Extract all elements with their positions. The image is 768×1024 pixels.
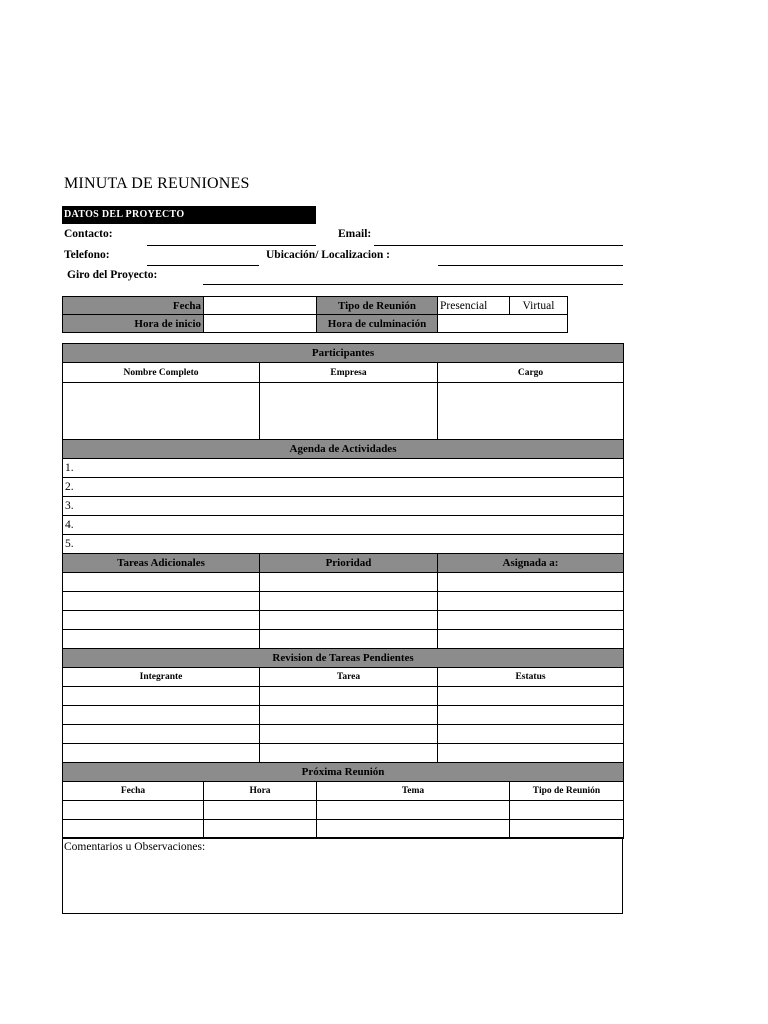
task-cell[interactable] — [63, 611, 260, 630]
task-cell[interactable] — [63, 630, 260, 649]
review-cell[interactable] — [63, 687, 260, 706]
task-cell[interactable] — [438, 611, 624, 630]
contacto-label: Contacto: — [64, 228, 113, 240]
hora-inicio-cell[interactable] — [204, 315, 317, 333]
participants-header: Participantes — [63, 344, 624, 363]
telefono-label: Telefono: — [64, 249, 110, 261]
agenda-item[interactable]: 3. — [63, 497, 624, 516]
next-cell[interactable] — [204, 801, 317, 820]
main-table — [62, 343, 624, 649]
task-cell[interactable] — [260, 630, 438, 649]
task-cell[interactable] — [260, 611, 438, 630]
review-table — [62, 648, 624, 763]
tasks-col-asignada: Asignada a: — [438, 554, 624, 573]
participants-col-nombre: Nombre Completo — [63, 363, 260, 383]
review-cell[interactable] — [63, 744, 260, 763]
participants-col-cargo: Cargo — [438, 363, 624, 383]
next-cell[interactable] — [317, 820, 510, 839]
project-section-header: DATOS DEL PROYECTO — [62, 206, 316, 224]
agenda-item[interactable]: 4. — [63, 516, 624, 535]
virtual-option[interactable]: Virtual — [510, 297, 568, 315]
review-cell[interactable] — [260, 725, 438, 744]
review-cell[interactable] — [438, 725, 624, 744]
tasks-col-tareas: Tareas Adicionales — [63, 554, 260, 573]
hora-culminacion-cell[interactable] — [438, 315, 568, 333]
participant-nombre-cell[interactable] — [63, 383, 260, 440]
presencial-option[interactable]: Presencial — [438, 297, 510, 315]
agenda-item[interactable]: 1. — [63, 459, 624, 478]
page-title: MINUTA DE REUNIONES — [64, 175, 250, 192]
next-col-hora: Hora — [204, 782, 317, 801]
next-cell[interactable] — [63, 801, 204, 820]
fecha-label: Fecha — [63, 297, 204, 315]
task-cell[interactable] — [438, 592, 624, 611]
next-meeting-table — [62, 762, 624, 839]
review-header: Revision de Tareas Pendientes — [63, 649, 624, 668]
next-cell[interactable] — [510, 801, 624, 820]
review-cell[interactable] — [63, 706, 260, 725]
giro-label: Giro del Proyecto: — [67, 269, 158, 281]
agenda-item[interactable]: 2. — [63, 478, 624, 497]
tasks-col-prioridad: Prioridad — [260, 554, 438, 573]
next-cell[interactable] — [510, 820, 624, 839]
next-col-tipo: Tipo de Reunión — [510, 782, 624, 801]
review-col-estatus: Estatus — [438, 668, 624, 687]
review-cell[interactable] — [260, 744, 438, 763]
email-field[interactable] — [374, 245, 623, 246]
review-cell[interactable] — [438, 687, 624, 706]
review-col-integrante: Integrante — [63, 668, 260, 687]
task-cell[interactable] — [63, 592, 260, 611]
tipo-reunion-label: Tipo de Reunión — [317, 297, 438, 315]
next-cell[interactable] — [204, 820, 317, 839]
contacto-field[interactable] — [147, 245, 316, 246]
next-col-fecha: Fecha — [63, 782, 204, 801]
task-cell[interactable] — [438, 630, 624, 649]
fecha-cell[interactable] — [204, 297, 317, 315]
review-cell[interactable] — [438, 706, 624, 725]
task-cell[interactable] — [438, 573, 624, 592]
agenda-item[interactable]: 5. — [63, 535, 624, 554]
review-cell[interactable] — [260, 687, 438, 706]
review-col-tarea: Tarea — [260, 668, 438, 687]
next-cell[interactable] — [317, 801, 510, 820]
next-cell[interactable] — [63, 820, 204, 839]
ubicacion-label: Ubicación/ Localizacion : — [266, 249, 390, 261]
participant-cargo-cell[interactable] — [438, 383, 624, 440]
comments-box[interactable] — [62, 837, 623, 914]
telefono-field[interactable] — [147, 265, 259, 266]
hora-culminacion-label: Hora de culminación — [317, 315, 438, 333]
task-cell[interactable] — [63, 573, 260, 592]
ubicacion-field[interactable] — [438, 265, 623, 266]
review-cell[interactable] — [260, 706, 438, 725]
participants-col-empresa: Empresa — [260, 363, 438, 383]
review-cell[interactable] — [63, 725, 260, 744]
meeting-info-table — [62, 296, 568, 333]
hora-inicio-label: Hora de inicio — [63, 315, 204, 333]
next-meeting-header: Próxima Reunión — [63, 763, 624, 782]
participant-empresa-cell[interactable] — [260, 383, 438, 440]
task-cell[interactable] — [260, 573, 438, 592]
task-cell[interactable] — [260, 592, 438, 611]
review-cell[interactable] — [438, 744, 624, 763]
giro-field[interactable] — [203, 284, 623, 285]
agenda-header: Agenda de Actividades — [63, 440, 624, 459]
comments-label: Comentarios u Observaciones: — [64, 841, 206, 853]
email-label: Email: — [338, 228, 372, 240]
next-col-tema: Tema — [317, 782, 510, 801]
